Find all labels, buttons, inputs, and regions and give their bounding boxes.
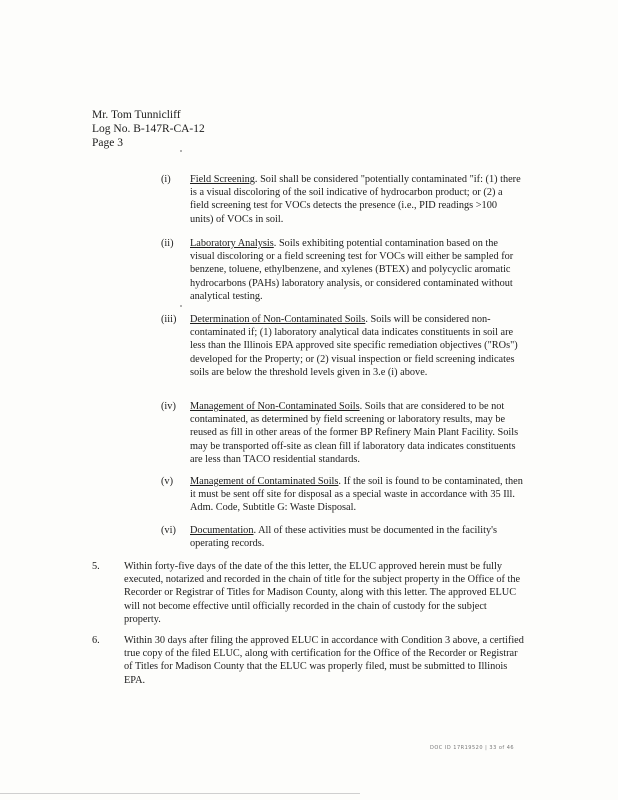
condition-number: 6. bbox=[92, 635, 100, 646]
scan-speck bbox=[180, 150, 182, 152]
subitem-title: Documentation bbox=[190, 525, 254, 536]
subitem-text: . Soils exhibiting potential contamination based on the visual discoloring or a field screening test for VOCs will either be sampled for benzene, toluene, ethylbenzene, and xylenes (BTEX) and polycyclic aromatic hydrocarbons (PAHs) laboratory analysis, or considered contaminated without analytical testing. bbox=[190, 238, 514, 302]
condition-number: 5. bbox=[92, 561, 100, 572]
condition-text: Within forty-five days of the date of the this letter, the ELUC approved herein must be fully executed, notarized and recorded in the chain of title for the subject property in the Office of the Recorder or Registrar of Titles for Madison County, along with this letter. The approved ELUC will not become effective until officially recorded in the chain of custody for the subject property. bbox=[124, 561, 521, 625]
subitem-number: (iii) bbox=[161, 314, 177, 325]
subitem-laboratory-analysis bbox=[163, 237, 523, 303]
subitem-text: . Soils that are considered to be not contaminated, as determined by field screening or laboratory results, may be reused as fill in other areas of the former BP Refinery Main Plant Facility. Soils may be transported off-site as clean fill if laboratory data indicates constituents are less than TACO residential standards. bbox=[190, 401, 519, 465]
subitem-number: (iv) bbox=[161, 401, 176, 412]
scan-speck bbox=[180, 305, 182, 307]
subitem-text: . Soils will be considered non-contaminated if; (1) laboratory analytical data indicates constituents in soil are less than the Illinois EPA approved site specific remediation objectives ("ROs") developed for the Property; or (2) visual inspection or field screening indicates soils are below the threshold levels given in 3.e (i) above. bbox=[190, 314, 518, 378]
subitem-field-screening bbox=[163, 173, 523, 226]
subitem-text: . If the soil is found to be contaminated, then it must be sent off site for disposal as a special waste in accordance with 35 Ill. Adm. Code, Subtitle G: Waste Disposal. bbox=[190, 476, 523, 514]
log-number: Log No. B-147R-CA-12 bbox=[92, 123, 205, 135]
document-id-stamp: DOC ID 17R19520 | 33 of 46 bbox=[430, 745, 515, 751]
condition-text: Within 30 days after filing the approved ELUC in accordance with Condition 3 above, a certified true copy of the filed ELUC, along with certification for the Office of the Recorder or Registrar of Titles for Madison County that the ELUC was properly filed, must be submitted to Illinois EPA. bbox=[124, 635, 524, 686]
letter-header bbox=[92, 108, 205, 150]
subitem-number: (vi) bbox=[161, 525, 176, 536]
subitem-text: . All of these activities must be documented in the facility's operating records. bbox=[190, 525, 497, 550]
subitem-title: Field Screening bbox=[190, 174, 255, 185]
subitem-contaminated-management bbox=[163, 475, 523, 515]
subitem-documentation bbox=[163, 524, 523, 550]
subitem-number: (ii) bbox=[161, 238, 174, 249]
page-number: Page 3 bbox=[92, 137, 123, 149]
condition-6 bbox=[92, 634, 524, 687]
subitem-title: Management of Contaminated Soils bbox=[190, 476, 339, 487]
subitem-number: (v) bbox=[161, 476, 174, 487]
subitem-non-contaminated-determination bbox=[163, 313, 523, 379]
recipient-name: Mr. Tom Tunnicliff bbox=[92, 109, 181, 121]
subitem-title: Determination of Non-Contaminated Soils bbox=[190, 314, 366, 325]
condition-5 bbox=[92, 560, 524, 626]
subitem-non-contaminated-management bbox=[163, 400, 523, 466]
scan-edge-line bbox=[0, 793, 360, 794]
subitem-number: (i) bbox=[161, 174, 171, 185]
subitem-title: Management of Non-Contaminated Soils bbox=[190, 401, 360, 412]
subitem-title: Laboratory Analysis bbox=[190, 238, 274, 249]
subitem-text: . Soil shall be considered "potentially contaminated "if: (1) there is a visual discoloring of the soil indicative of hydrocarbon product; or (2) a field screening test for VOCs detects the presence (i.e., PID readings >100 units) of VOCs in soil. bbox=[190, 174, 521, 225]
